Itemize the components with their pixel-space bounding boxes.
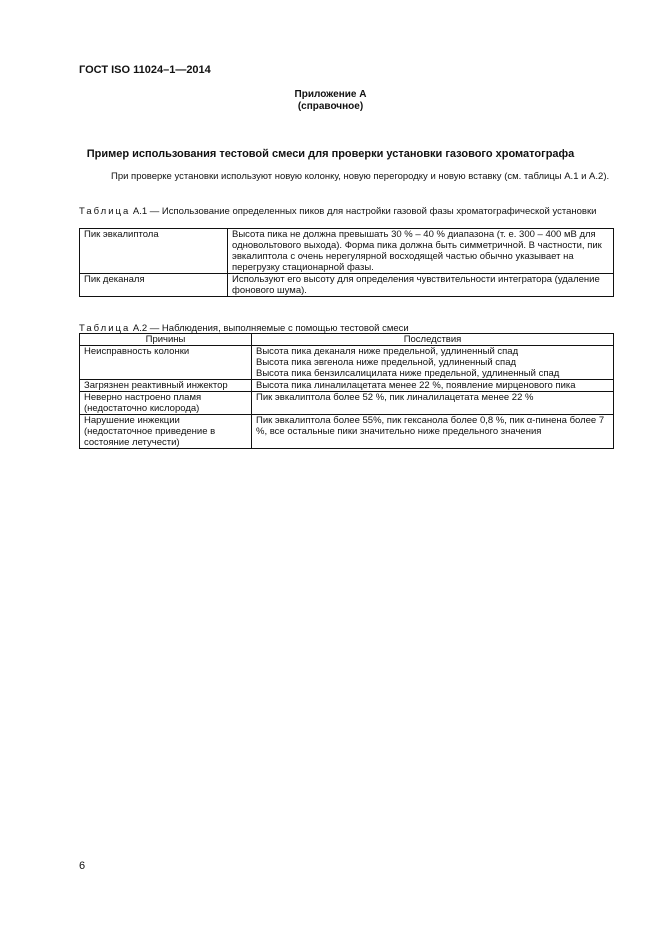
cause-cell: Нарушение инжекции (недостаточное приведение в состояние летучести): [80, 415, 252, 449]
table-row: [80, 229, 614, 274]
table1-caption-label: Таблица: [79, 206, 131, 217]
table-row: [80, 415, 614, 449]
consequence-cell: Высота пика линалилацетата менее 22 %, появление мирценового пика: [252, 380, 614, 392]
table1-peak-cell: Пик эвкалиптола: [80, 229, 228, 274]
section-title: Пример использования тестовой смеси для проверки установки газового хроматографа: [86, 148, 575, 160]
table1-caption: [79, 206, 614, 217]
table-a2: [79, 333, 614, 449]
table2-caption-label: Таблица: [79, 323, 131, 334]
appendix-title: Приложение А: [294, 89, 367, 100]
table-row: [80, 346, 614, 380]
cause-cell: Неверно настроено пламя (недостаточно кислорода): [80, 392, 252, 415]
intro-paragraph: При проверке установки используют новую колонку, новую перегородку и новую вставку (см. таблицы А.1 и А.2).: [111, 171, 610, 182]
cause-cell: Загрязнен реактивный инжектор: [80, 380, 252, 392]
cause-cell: Неисправность колонки: [80, 346, 252, 380]
table-row: [80, 274, 614, 297]
table-header-row: [80, 334, 614, 346]
table-row: [80, 380, 614, 392]
table1-peak-cell: Пик деканаля: [80, 274, 228, 297]
table2-caption-text: А.2 — Наблюдения, выполняемые с помощью тестовой смеси: [130, 323, 409, 334]
table-row: [80, 392, 614, 415]
causes-header: Причины: [80, 334, 252, 346]
table-a1: [79, 228, 614, 297]
consequence-cell: Высота пика деканаля ниже предельной, удлиненный спад Высота пика эвгенола ниже предельной, удлиненный спад Высота пика бензилсалицилата ниже предельной, удлиненный спад: [252, 346, 614, 380]
appendix-subtitle: (справочное): [297, 101, 364, 112]
page-number: 6: [79, 860, 86, 872]
consequence-cell: Пик эвкалиптола более 52 %, пик линалилацетата менее 22 %: [252, 392, 614, 415]
table1-description-cell: Высота пика не должна превышать 30 % – 40 % диапазона (т. е. 300 – 400 мВ для одновольтового выхода). Форма пика должна быть симметричной. В частности, пик эвкалиптола с очень нерегулярной восходящей частью обычно указывает на перегрузку стационарной фазы.: [228, 229, 614, 274]
consequence-cell: Пик эвкалиптола более 55%, пик гексанола более 0,8 %, пик α-пинена более 7 %, все остальные пики значительно ниже предельного значения: [252, 415, 614, 449]
table1-description-cell: Используют его высоту для определения чувствительности интегратора (удаление фонового шума).: [228, 274, 614, 297]
consequences-header: Последствия: [252, 334, 614, 346]
document-code: ГОСТ ISO 11024–1—2014: [79, 64, 211, 76]
table1-caption-text: А.1 — Использование определенных пиков для настройки газовой фазы хроматографической установки: [130, 206, 597, 217]
